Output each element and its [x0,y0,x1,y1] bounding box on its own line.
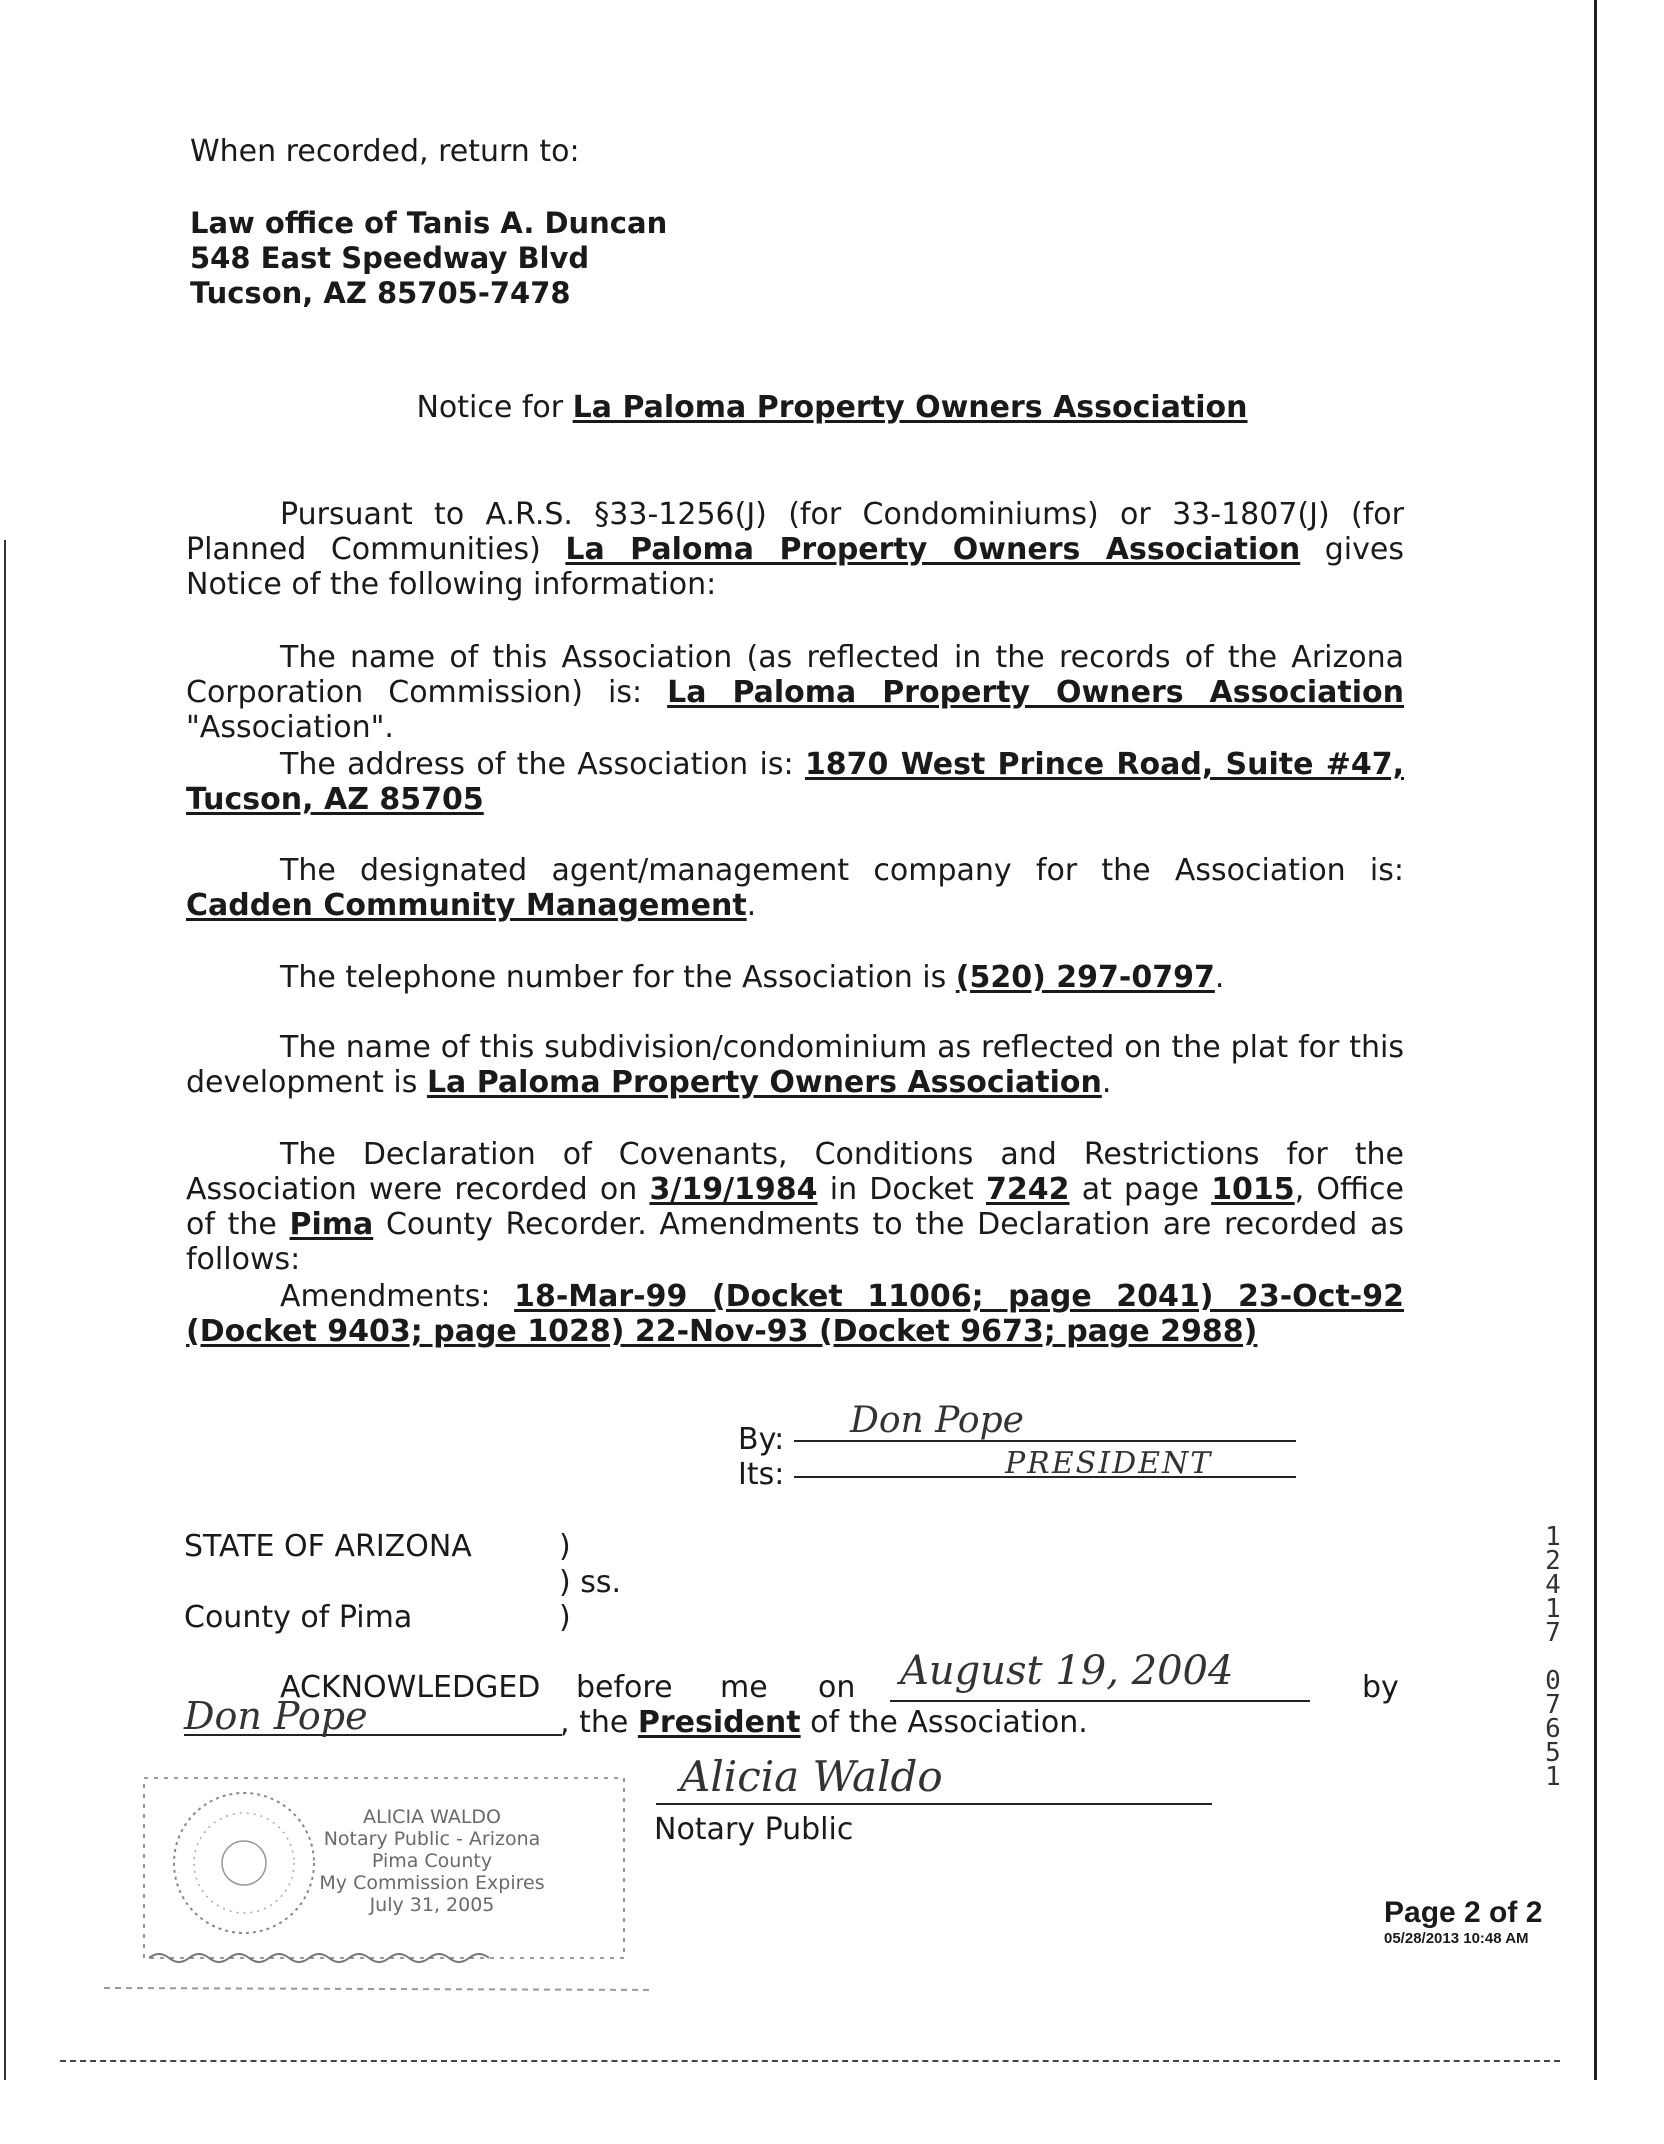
p7-text-e: County Recorder. Amendments to the Declaration are recorded as follows: [186,1207,1404,1277]
title-prefix: Notice for [416,390,573,425]
return-address [190,206,667,311]
p7-county: Pima [289,1207,374,1242]
its-title-handwritten: PRESIDENT [1005,1446,1213,1481]
paragraph-name [186,640,1404,745]
p7-text-d: , Office of the [186,1172,1404,1242]
return-label: When recorded, return to: [190,134,580,169]
recording-digit: 0 [1545,1666,1561,1696]
p5-text-a: The telephone number for the Association is [280,960,956,995]
recording-digit: 4 [1545,1570,1561,1600]
recording-digit: 1 [1545,1522,1561,1552]
recording-number [1538,1522,1568,1792]
its-label: Its: [738,1457,785,1492]
ack-president-line [560,1705,1088,1740]
paragraph-address [186,747,1404,817]
venue-bracket-1: ) [559,1529,571,1564]
p4-text-a: The designated agent/management company for the Association is: [280,853,1404,888]
title-association: La Paloma Property Owners Association [572,390,1248,425]
paragraph-declaration [186,1137,1404,1277]
p8-text-a: Amendments: [280,1279,515,1314]
venue-ss: ) ss. [559,1565,622,1600]
p4-company: Cadden Community Management [186,888,747,923]
return-line-2: 548 East Speedway Blvd [190,241,590,275]
p1-text-a: Pursuant to A.R.S. §33-1256(J) (for Condominiums) or 33-1807(J) (for Planned Communities) [186,497,1404,567]
p7-docket: 7242 [985,1172,1070,1207]
recording-digit: 1 [1545,1762,1561,1792]
recording-digit: 6 [1545,1714,1561,1744]
paragraph-amendments [186,1279,1404,1349]
stamp-line-3: Pima County [371,1850,493,1872]
p1-association: La Paloma Property Owners Association [565,532,1301,567]
paragraph-phone [186,960,1404,995]
stamp-line-2: Notary Public - Arizona [323,1828,541,1850]
ack-word: ACKNOWLEDGED [280,1670,541,1705]
ack-date-handwritten: August 19, 2004 [900,1648,1234,1694]
stamp-line-4: My Commission Expires [319,1872,545,1894]
ack-president: President [637,1705,801,1740]
return-line-3: Tucson, AZ 85705-7478 [190,276,571,310]
p7-text-a: The Declaration of Covenants, Conditions and Restrictions for the Association were recorded on [186,1137,1404,1207]
notary-signature-line [656,1803,1212,1805]
ack-me: me [720,1670,768,1705]
stamp-text [282,1806,582,1916]
ack-before: before [576,1670,673,1705]
p7-text-b: in Docket [817,1172,986,1207]
p1-text-b: gives Notice of the following information: [186,532,1404,602]
p2-text-b: "Association". [186,710,394,745]
document-title [0,390,1664,425]
ack-the: , the [560,1705,638,1740]
ack-date-line [890,1700,1310,1702]
p6-text-b: . [1101,1065,1112,1100]
stamp-line-1: ALICIA WALDO [362,1806,501,1828]
recording-digit: 7 [1545,1690,1561,1720]
notary-public-label: Notary Public [654,1812,854,1847]
right-border-line [1594,0,1597,2080]
p3-address: 1870 West Prince Road, Suite #47, Tucson, AZ 85705 [186,747,1404,817]
notary-stamp [64,1748,654,2018]
footer-page: Page 2 of 2 [1384,1896,1543,1929]
paragraph-statute [186,497,1404,602]
recording-digit: 7 [1545,1618,1561,1648]
signer-handwritten: Don Pope [184,1694,368,1738]
p8-amendments-list: 18-Mar-99 (Docket 11006; page 2041) 23-Oct-92 (Docket 9403; page 1028) 22-Nov-93 (Docket 9673; page 2988) [186,1279,1404,1349]
p5-phone: (520) 297-0797 [955,960,1215,995]
venue-county: County of Pima [184,1600,413,1635]
recording-digit: 1 [1545,1594,1561,1624]
recording-digit: 2 [1545,1546,1561,1576]
p6-text-a: The name of this subdivision/condominium as reflected on the plat for this development is [186,1030,1404,1100]
p5-text-b: . [1214,960,1225,995]
by-signature: Don Pope [850,1400,1024,1441]
bottom-scan-line [60,2060,1560,2062]
p2-association: La Paloma Property Owners Association [667,675,1404,710]
p7-date: 3/19/1984 [649,1172,818,1207]
ack-on: on [818,1670,856,1705]
ack-by: by [1362,1670,1399,1705]
venue-state: STATE OF ARIZONA [184,1529,472,1564]
stamp-line-5: July 31, 2005 [369,1894,495,1916]
p4-text-b: . [746,888,757,923]
paragraph-agent [186,853,1404,923]
venue-bracket-3: ) [559,1600,571,1635]
p7-page: 1015 [1211,1172,1295,1207]
paragraph-subdivision [186,1030,1404,1100]
footer-timestamp: 05/28/2013 10:48 AM [1384,1930,1529,1947]
recording-digit: 5 [1545,1738,1561,1768]
p7-text-c: at page [1069,1172,1212,1207]
notary-signature: Alicia Waldo [680,1752,943,1801]
return-line-1: Law office of Tanis A. Duncan [190,206,668,240]
ack-of-assoc: of the Association. [800,1705,1088,1740]
p2-text-a: The name of this Association (as reflected in the records of the Arizona Corporation Commission) is: [186,640,1404,710]
p3-text-a: The address of the Association is: [280,747,805,782]
left-border-line [4,540,6,2080]
by-label: By: [738,1422,785,1457]
p6-association: La Paloma Property Owners Association [426,1065,1102,1100]
